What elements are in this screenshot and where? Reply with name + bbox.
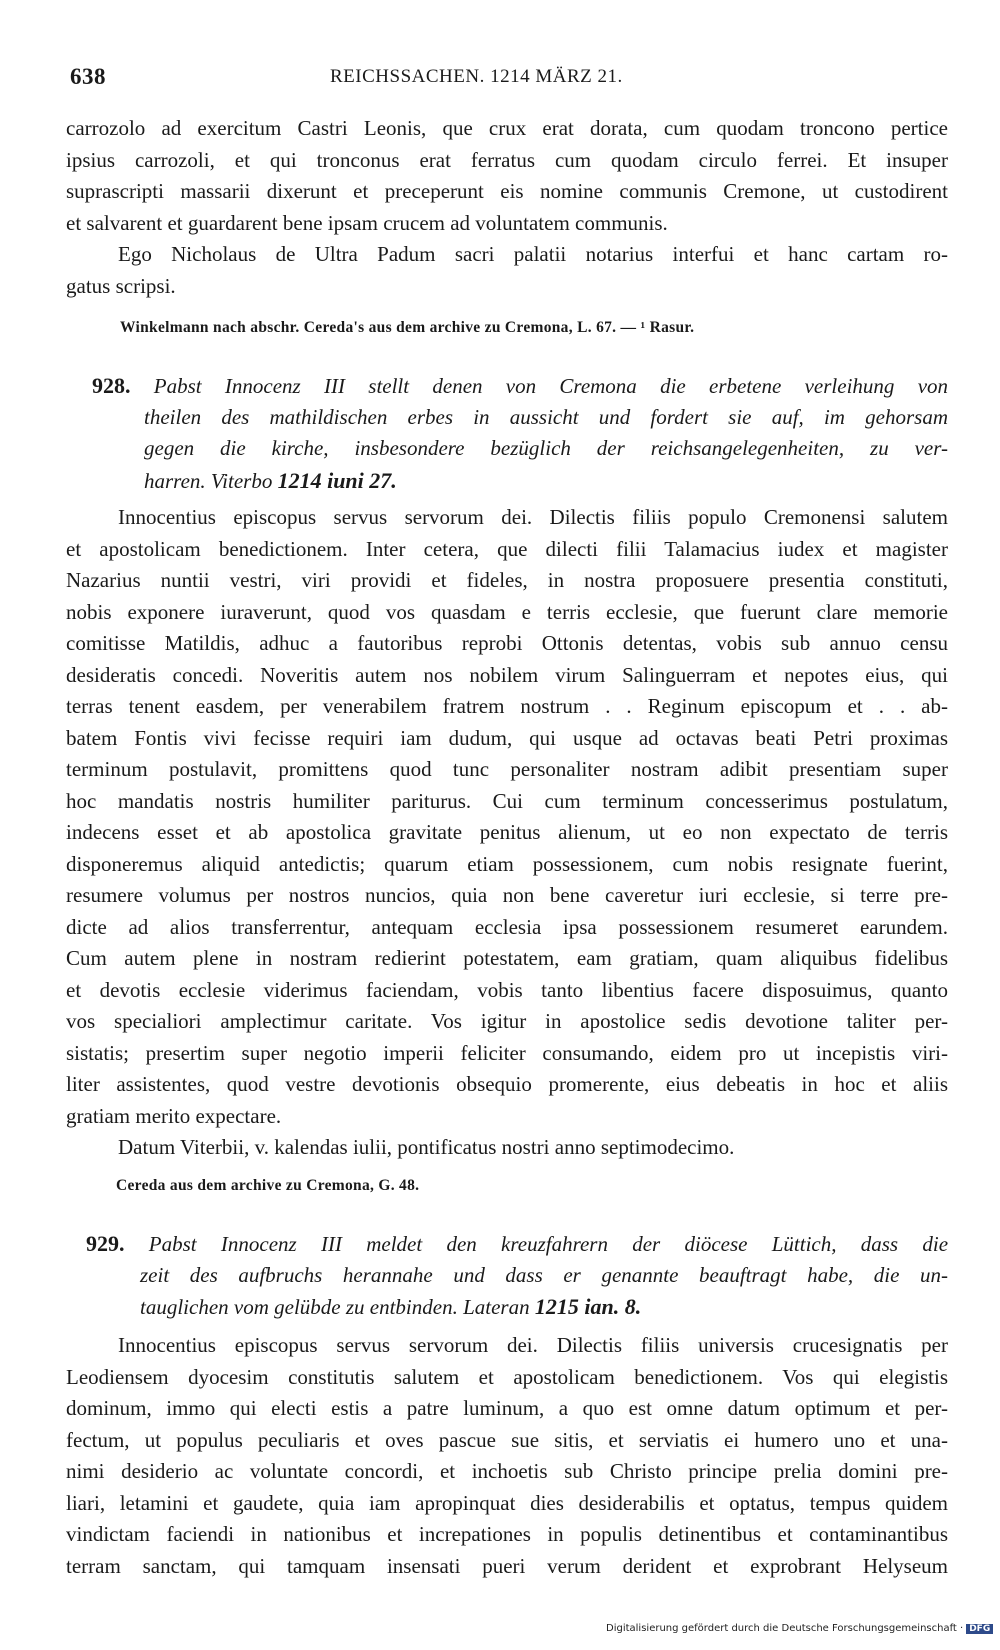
text-line: liter assistentes, quod vestre devotionis obsequio promerente, eius debeatis in hoc et aliis: [66, 1072, 948, 1096]
source-note: Winkelmann nach abschr. Cereda's aus dem archive zu Cremona, L. 67. — ¹ Rasur.: [120, 319, 695, 336]
document-929-text: [66, 1330, 948, 1582]
text-line: indecens esset et ab apostolica gravitate penitus alienum, ut eo non expectato de terris: [66, 820, 948, 844]
text-line: et salvarent et guardarent bene ipsam crucem ad voluntatem communis.: [66, 210, 668, 235]
text-line: sistatis; presertim super negotio imperii feliciter consumando, eidem pro ut incepistis viri-: [66, 1040, 948, 1065]
text-line: vos specialiori amplectimur caritate. Vos igitur in apostolice sedis devotione taliter per-: [66, 1009, 948, 1033]
text-line: nimi desiderio ac voluntate concordi, et inchoetis sub Christo principe prelia domini pre-: [66, 1459, 948, 1483]
prev-document-text: [66, 113, 948, 302]
text-line: terras tenent easdem, per venerabilem fratrem nostrum . . Reginum episcopum et . . ab-: [66, 694, 948, 718]
regest-line: gegen die kirche, insbesondere bezüglich der reichsangelegenheiten, zu ver-: [144, 436, 948, 460]
running-title: REICHSSACHEN. 1214 MÄRZ 21.: [330, 66, 623, 87]
credit-text: Digitalisierung gefördert durch die Deutsche Forschungsgemeinschaft ·: [606, 1623, 964, 1634]
regest-date: 1215 ian. 8.: [534, 1294, 642, 1319]
text-line: vindictam faciendi in nationibus et increpationes in populis detinentibus et contaminantibus: [66, 1522, 948, 1546]
datum-line: Datum Viterbii, v. kalendas iulii, pontificatus nostri anno septimodecimo.: [118, 1135, 735, 1159]
regest-929-cont: [140, 1260, 948, 1323]
digitization-credit: [606, 1623, 993, 1634]
document-number: 929.: [86, 1231, 125, 1256]
text-line: ipsius carrozoli, et qui tronconus erat ferratus cum quodam circulo ferrei. Et insuper: [66, 147, 948, 172]
text-line: et apostolicam benedictionem. Inter cetera, que dilecti filii Talamacius iudex et magister: [66, 536, 948, 561]
text-line: fectum, ut populus peculiaris et oves pascue sue sitis, et serviatis ei humero uno et una-: [66, 1427, 948, 1452]
document-928-text: [66, 502, 948, 1164]
document-number: 928.: [92, 373, 131, 398]
regest-928-cont: [144, 402, 948, 497]
text-line: dicte ad alios transferrentur, antequam ecclesia ipsa possessionem resumeret earundem.: [66, 914, 948, 939]
regest-929: [86, 1228, 948, 1260]
regest-line: harren. Viterbo: [144, 468, 278, 493]
regest-date: 1214 iuni 27.: [277, 467, 397, 493]
text-line: dominum, immo qui electi estis a patre luminum, a quo est omne datum optimum et per-: [66, 1396, 948, 1420]
text-line: Innocentius episcopus servus servorum dei. Dilectis filiis universis crucesignatis per: [118, 1333, 948, 1357]
page-number: 638: [70, 64, 106, 89]
text-line: hoc mandatis nostris humiliter pariturus. Cui cum terminum concesserimus postulatum,: [66, 788, 948, 813]
text-line: Innocentius episcopus servus servorum dei. Dilectis filiis populo Cremonensi salutem: [118, 505, 948, 529]
regest-928: [92, 370, 948, 402]
text-line: batem Fontis vivi fecisse requiri iam dudum, qui usque ad octavas beati Petri proximas: [66, 725, 948, 750]
text-line: terminum postulavit, promittens quod tunc personaliter nostram adibit presentiam super: [66, 757, 948, 781]
text-line: gatus scripsi.: [66, 273, 176, 298]
page-header: [70, 64, 940, 94]
regest-line: Pabst Innocenz III meldet den kreuzfahrern der diöcese Lüttich, dass die: [148, 1232, 949, 1256]
source-note: Cereda aus dem archive zu Cremona, G. 48.: [116, 1177, 420, 1194]
text-line: Leodiensem dyocesim constitutis salutem et apostolicam benedictionem. Vos qui elegistis: [66, 1364, 948, 1389]
text-line: Ego Nicholaus de Ultra Padum sacri palatii notarius interfui et hanc cartam ro-: [118, 242, 948, 266]
text-line: et devotis ecclesie viderimus faciendam, vobis tanto libentius facere disposuimus, quanto: [66, 977, 948, 1002]
text-line: terram sanctam, qui tamquam insensati pueri verum derident et exprobrant Helyseum: [66, 1553, 948, 1578]
text-line: Cum autem plene in nostram redierint potestatem, eam gratiam, quam aliquibus fidelibus: [66, 946, 948, 970]
text-line: gratiam merito expectare.: [66, 1103, 282, 1128]
text-line: desideratis concedi. Noveritis autem nos nobilem virum Salinguerram et nepotes eius, qui: [66, 662, 948, 687]
text-line: carrozolo ad exercitum Castri Leonis, que crux erat dorata, cum quodam troncono pertice: [66, 116, 948, 140]
text-line: Nazarius nuntii vestri, viri providi et fideles, in nostra proposuere presentia constituti,: [66, 568, 948, 592]
text-line: resumere volumus per nostros nuncios, quia non bene caveretur iuri ecclesie, si terre pre-: [66, 883, 948, 907]
text-line: suprascripti massarii dixerunt et preceperunt eis nomine communis Cremone, ut custodirent: [66, 179, 948, 203]
text-line: comitisse Matildis, adhuc a fautoribus reprobi Ottonis detentas, vobis sub annuo censu: [66, 631, 948, 655]
text-line: nobis exponere iuraverunt, quod vos quasdam e terris ecclesie, que fuerunt clare memorie: [66, 599, 948, 624]
regest-line: zeit des aufbruchs herannahe und dass er genannte beauftragt habe, die un-: [140, 1262, 948, 1287]
text-line: liari, letamini et gaudete, quia iam apropinquat dies desiderabilis et optatus, tempus quidem: [66, 1490, 948, 1515]
regest-line: Pabst Innocenz III stellt denen von Cremona die erbetene verleihung von: [153, 374, 949, 398]
regest-line: tauglichen vom gelübde zu entbinden. Lateran: [140, 1295, 535, 1319]
regest-line: theilen des mathildischen erbes in aussicht und fordert sie auf, im gehorsam: [144, 404, 948, 429]
text-line: disponeremus aliquid antedictis; quarum etiam possessionem, cum nobis resignate fuerint,: [66, 851, 948, 876]
dfg-logo: DFG: [966, 1624, 993, 1634]
